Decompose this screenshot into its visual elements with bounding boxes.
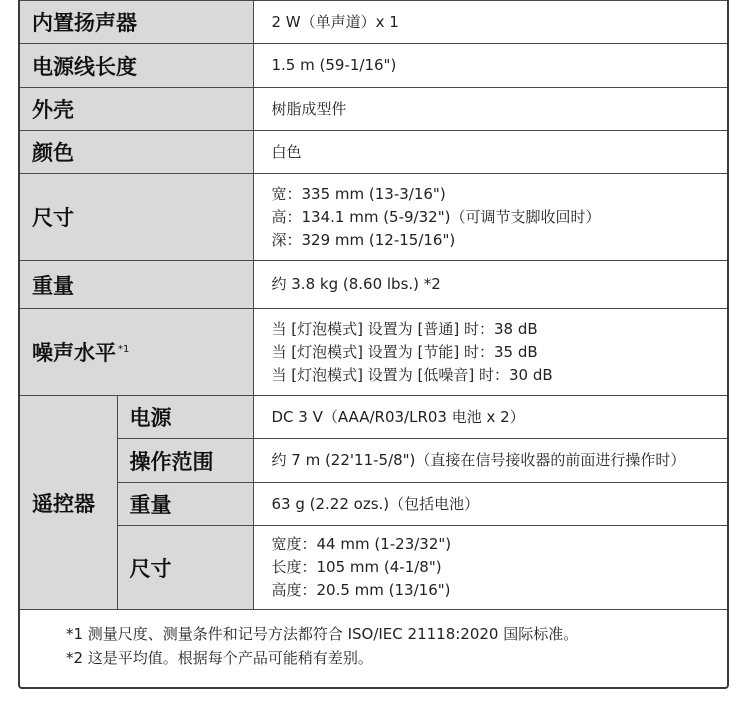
spec-label: 尺寸 xyxy=(117,526,253,610)
footnotes xyxy=(20,610,727,670)
noise-footnote-mark: *1 xyxy=(118,344,130,355)
spec-label: 电源 xyxy=(117,396,253,439)
footnote-1: *1 测量尺度、测量条件和记号方法都符合 ISO/IEC 21118:2020 国际标准。 xyxy=(66,625,579,643)
spec-value-multiline xyxy=(253,526,729,610)
spec-value: 约 7 m (22'11-5/8")（直接在信号接收器的前面进行操作时） xyxy=(253,439,729,483)
remote-size-height: 高度：20.5 mm (13/16") xyxy=(271,581,451,599)
spec-table-frame xyxy=(18,0,729,689)
spec-label: 操作范围 xyxy=(117,439,253,483)
spec-value: 树脂成型件 xyxy=(253,88,729,131)
remote-size-width: 宽度：44 mm (1-23/32") xyxy=(271,535,452,553)
size-height: 高：134.1 mm (5-9/32")（可调节支脚收回时） xyxy=(271,207,601,226)
spec-label: 重量 xyxy=(117,483,253,526)
noise-normal: 当 [灯泡模式] 设置为 [普通] 时：38 dB xyxy=(271,319,538,338)
spec-row-size xyxy=(20,174,729,261)
remote-group-label: 遥控器 xyxy=(20,396,117,610)
spec-label: 电源线长度 xyxy=(20,44,253,88)
spec-value: 白色 xyxy=(253,131,729,174)
spec-row-color xyxy=(20,131,729,174)
spec-row-cord xyxy=(20,44,729,88)
spec-row-remote-range xyxy=(20,439,729,483)
spec-value: DC 3 V（AAA/R03/LR03 电池 x 2） xyxy=(253,396,729,439)
spec-row-noise xyxy=(20,309,729,396)
spec-label: 重量 xyxy=(20,261,253,309)
footnote-2: *2 这是平均值。根据每个产品可能稍有差别。 xyxy=(66,649,373,667)
spec-label-noise xyxy=(20,309,253,396)
noise-eco: 当 [灯泡模式] 设置为 [节能] 时：35 dB xyxy=(271,342,538,361)
spec-row-remote-size xyxy=(20,526,729,610)
spec-row-remote-power xyxy=(20,396,729,439)
spec-value: 2 W（单声道）x 1 xyxy=(253,1,729,44)
spec-value: 1.5 m (59-1/16") xyxy=(253,44,729,88)
size-depth: 深：329 mm (12-15/16") xyxy=(271,230,456,249)
spec-row-remote-weight xyxy=(20,483,729,526)
noise-label-text: 噪声水平 xyxy=(32,341,116,365)
noise-low: 当 [灯泡模式] 设置为 [低噪音] 时：30 dB xyxy=(271,365,553,384)
spec-label: 外壳 xyxy=(20,88,253,131)
spec-table xyxy=(20,0,729,610)
size-width: 宽：335 mm (13-3/16") xyxy=(271,184,446,203)
remote-size-length: 长度：105 mm (4-1/8") xyxy=(271,558,442,576)
spec-row-housing xyxy=(20,88,729,131)
spec-label: 颜色 xyxy=(20,131,253,174)
spec-label: 内置扬声器 xyxy=(20,1,253,44)
spec-label: 尺寸 xyxy=(20,174,253,261)
spec-value-multiline xyxy=(253,309,729,396)
spec-value-multiline xyxy=(253,174,729,261)
spec-row-speaker xyxy=(20,1,729,44)
spec-row-weight xyxy=(20,261,729,309)
spec-value: 63 g (2.22 ozs.)（包括电池） xyxy=(253,483,729,526)
spec-value: 约 3.8 kg (8.60 lbs.) *2 xyxy=(253,261,729,309)
